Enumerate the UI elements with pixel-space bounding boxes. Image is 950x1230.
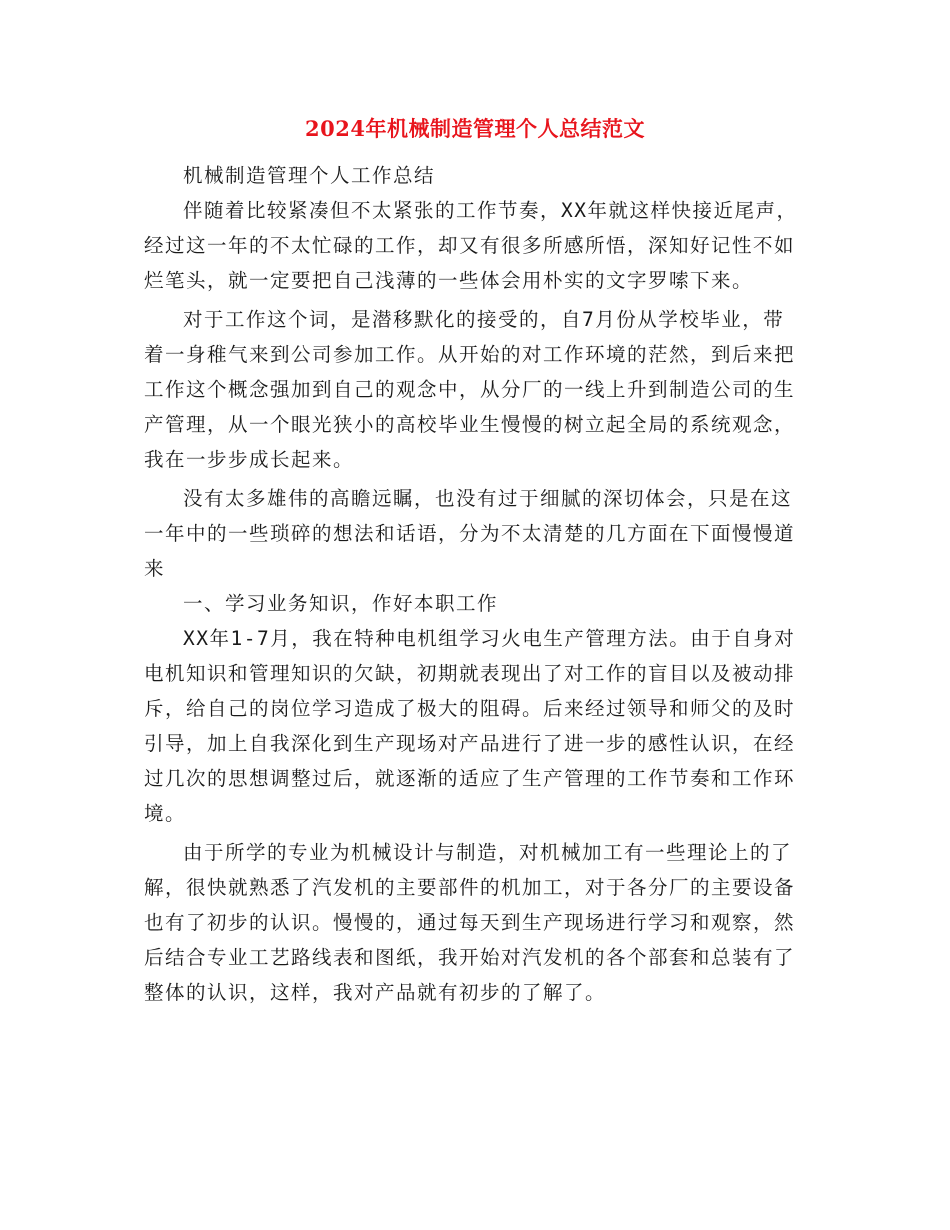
- paragraph-reflection: 没有太多雄伟的高瞻远瞩，也没有过于细腻的深切体会，只是在这一年中的一些琐碎的想法和话语，分为不太清楚的几方面在下面慢慢道来: [144, 487, 796, 580]
- document-title: 2024年机械制造管理个人总结范文: [305, 116, 645, 141]
- paragraph-learning: XX年1-7月，我在特种电机组学习火电生产管理方法。由于自身对电机知识和管理知识的欠缺，初期就表现出了对工作的盲目以及被动排斥，给自己的岗位学习造成了极大的阻碍。后来经过领导和师父的及时引导，加上自我深化到生产现场对产品进行了进一步的感性认识，在经过几次的思想调整过后，就逐渐的适应了生产管理的工作节奏和工作环境。: [144, 627, 796, 825]
- paragraph-intro: 伴随着比较紧凑但不太紧张的工作节奏，XX年就这样快接近尾声，经过这一年的不太忙碌的工作，却又有很多所感所悟，深知好记性不如烂笔头，就一定要把自己浅薄的一些体会用朴实的文字罗嗦下来。: [144, 199, 798, 292]
- paragraph-subtitle: 机械制造管理个人工作总结: [183, 164, 436, 187]
- section-heading-1: 一、学习业务知识，作好本职工作: [183, 592, 499, 615]
- paragraph-major: 由于所学的专业为机械设计与制造，对机械加工有一些理论上的了解，很快就熟悉了汽发机的主要部件的机加工，对于各分厂的主要设备也有了初步的认识。慢慢的，通过每天到生产现场进行学习和观察，然后结合专业工艺路线表和图纸，我开始对汽发机的各个部套和总装有了整体的认识，这样，我对产品就有初步的了解了。: [144, 841, 796, 1004]
- document-body: [144, 158, 804, 1010]
- paragraph-work-concept: 对于工作这个词，是潜移默化的接受的，自7月份从学校毕业，带着一身稚气来到公司参加工作。从开始的对工作环境的茫然，到后来把工作这个概念强加到自己的观念中，从分厂的一线上升到制造公司的生产管理，从一个眼光狭小的高校毕业生慢慢的树立起全局的系统观念，我在一步步成长起来。: [144, 308, 796, 471]
